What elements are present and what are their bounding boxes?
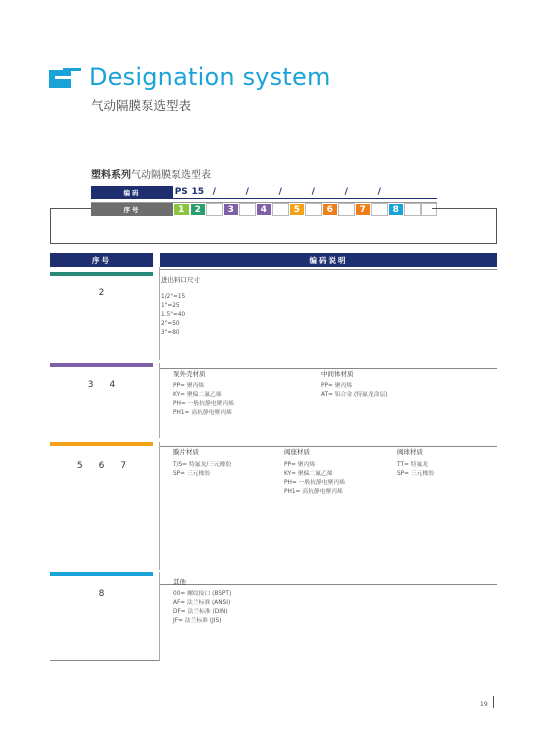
- sequence-cell: 3: [223, 203, 240, 216]
- code-cell: /: [305, 186, 322, 199]
- section-number: 7: [120, 461, 127, 471]
- column-title: 进出料口尺寸: [161, 276, 200, 284]
- column-header-sequence: 序号: [50, 253, 153, 267]
- section-number: 2: [98, 288, 105, 298]
- option-item: PP= 聚丙烯: [321, 383, 353, 389]
- column-title: 中间体材质: [321, 370, 354, 378]
- option-item: KY= 聚偏二氟乙烯: [284, 471, 333, 477]
- option-item: PH1= 高抗静电聚丙烯: [284, 489, 343, 495]
- code-row-label: 编码: [91, 186, 173, 199]
- section-numbers: [50, 380, 153, 390]
- section-numbers: [50, 589, 153, 599]
- option-item: 00= 螺纹接口 (BSPT): [173, 591, 232, 597]
- column-divider: [159, 363, 160, 438]
- section-number: 8: [98, 589, 105, 599]
- option-item: 1/2"=15: [161, 294, 186, 300]
- section-title-underline: [160, 269, 497, 270]
- column-title: 泵外壳材质: [173, 370, 206, 378]
- section-number: 6: [98, 461, 105, 471]
- code-cell: PS: [174, 187, 188, 197]
- option-list: [397, 461, 434, 479]
- option-list: [161, 293, 185, 338]
- option-list: [284, 461, 345, 497]
- code-cell: 15: [191, 187, 205, 197]
- option-item: PH= 一般抗静电聚丙烯: [173, 401, 234, 407]
- code-cell: [404, 186, 421, 199]
- sequence-cell: 4: [256, 203, 273, 216]
- section-heading: [91, 166, 211, 181]
- option-item: AT= 铝合金 (特氟龙涂层): [321, 392, 388, 398]
- option-item: DF= 法兰标准 (DIN): [173, 609, 228, 615]
- option-list: [173, 382, 234, 418]
- option-list: [321, 382, 388, 400]
- option-item: SP= 三元橡胶: [173, 471, 211, 477]
- column-title: 阀球材质: [397, 448, 423, 456]
- option-item: 2"=50: [161, 321, 180, 327]
- sequence-cell: 6: [322, 203, 339, 216]
- section-title-underline: [160, 584, 497, 585]
- section-heading-bold: 塑料系列: [91, 170, 131, 181]
- code-cell: [355, 186, 372, 199]
- option-item: 3"=80: [161, 330, 180, 336]
- code-cell: /: [371, 186, 388, 199]
- code-cell: [223, 186, 240, 199]
- code-cell: /: [206, 186, 223, 199]
- page-number-bar: [493, 696, 494, 708]
- column-divider: [159, 572, 160, 661]
- sequence-cell: 5: [289, 203, 306, 216]
- empty-box: [50, 208, 497, 244]
- page-title: Designation system: [89, 63, 331, 91]
- sequence-cell: 1: [173, 203, 190, 216]
- code-cell: [322, 186, 339, 199]
- code-row: [91, 186, 437, 199]
- sequence-row-label: 序号: [91, 203, 173, 216]
- option-list: [173, 590, 231, 626]
- option-item: PP= 聚丙烯: [284, 462, 316, 468]
- section-color-bar: [50, 272, 153, 276]
- code-cell: [256, 186, 273, 199]
- section-color-bar: [50, 572, 153, 576]
- section-heading-rest: 气动隔膜泵选型表: [131, 170, 211, 181]
- section-number: 4: [109, 380, 116, 390]
- option-item: 1.5"=40: [161, 312, 186, 318]
- section-color-bar: [50, 363, 153, 367]
- code-cell: /: [272, 186, 289, 199]
- section-numbers: [50, 461, 153, 471]
- code-cell: /: [338, 186, 355, 199]
- option-item: TT= 特氟龙: [397, 462, 429, 468]
- code-cell: [388, 186, 405, 199]
- section-number: 5: [76, 461, 83, 471]
- option-item: KY= 聚偏二氟乙烯: [173, 392, 222, 398]
- column-divider: [159, 267, 160, 360]
- option-list: [173, 461, 231, 479]
- option-item: SP= 三元橡胶: [397, 471, 435, 477]
- sequence-cell: 8: [388, 203, 405, 216]
- logo-mark-icon: [49, 68, 83, 88]
- sequence-cell: 7: [355, 203, 372, 216]
- section-color-bar: [50, 442, 153, 446]
- column-title: 其他: [173, 578, 186, 586]
- column-title: 阀座材质: [284, 448, 310, 456]
- option-item: PH= 一般抗静电聚丙烯: [284, 480, 345, 486]
- column-header-description: 编码说明: [160, 253, 497, 267]
- section-numbers: [50, 288, 153, 298]
- sequence-cell: 2: [190, 203, 207, 216]
- code-cell: [421, 186, 438, 199]
- divider: [50, 660, 159, 661]
- option-item: AF= 法兰标准 (ANSI): [173, 600, 231, 606]
- section-title-underline: [160, 446, 497, 447]
- option-item: PP= 聚丙烯: [173, 383, 205, 389]
- column-title: 膜片材质: [173, 448, 199, 456]
- option-item: 1"=25: [161, 303, 180, 309]
- option-item: JF= 法兰标准 (JIS): [173, 618, 222, 624]
- page-number: 19: [480, 701, 488, 708]
- code-cell: /: [239, 186, 256, 199]
- column-divider: [159, 442, 160, 570]
- option-item: PH1= 高抗静电聚丙烯: [173, 410, 232, 416]
- option-item: T/S= 特氟龙/三元橡胶: [173, 462, 232, 468]
- code-cell: [289, 186, 306, 199]
- page-subtitle: 气动隔膜泵选型表: [91, 98, 192, 113]
- section-number: 3: [87, 380, 94, 390]
